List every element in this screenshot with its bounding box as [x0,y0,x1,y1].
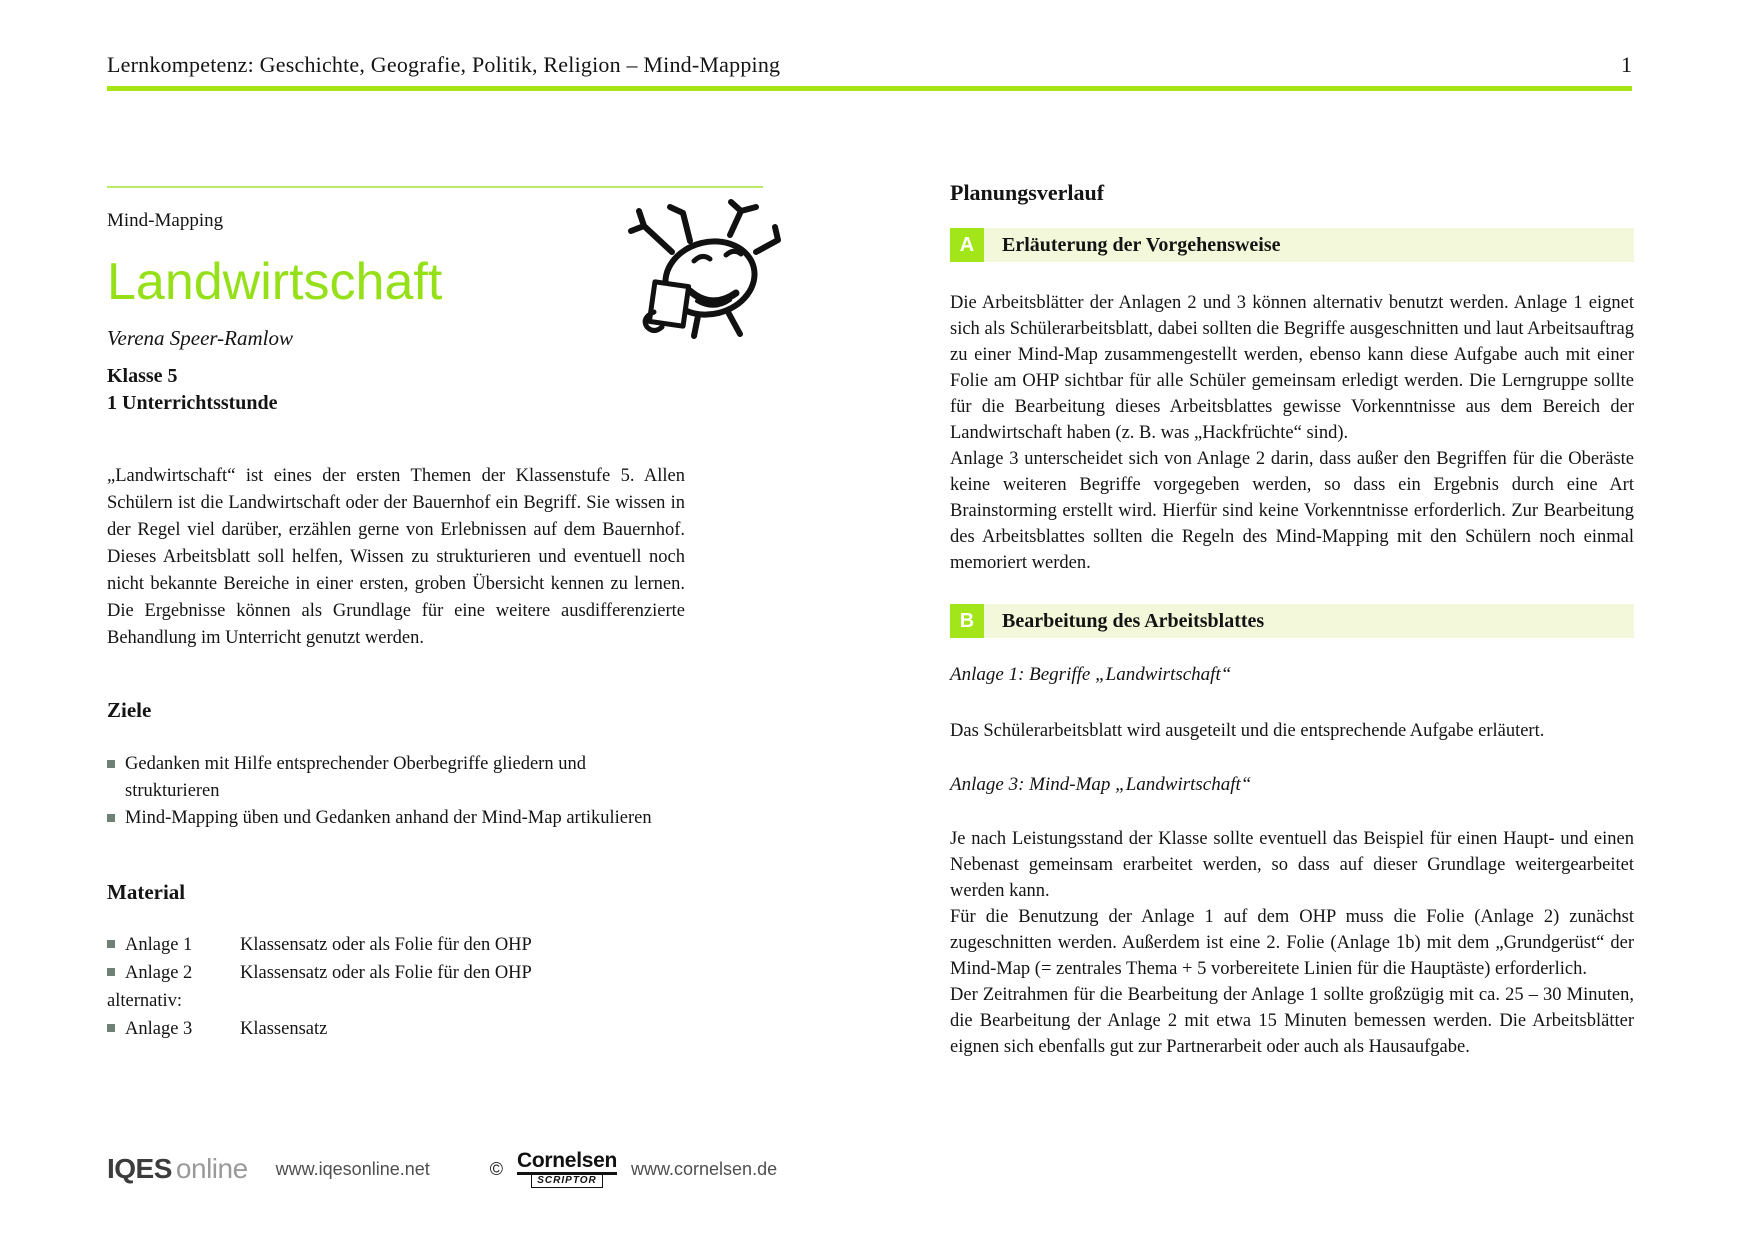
material-label: Anlage 2 [125,963,193,983]
material-desc: Klassensatz oder als Folie für den OHP [240,935,532,955]
section-title-a: Erläuterung der Vorgehensweise [984,228,1634,262]
iqes-logo [107,1153,248,1185]
section-banner-a [950,228,1634,262]
material-row [107,1015,685,1043]
material-label: Anlage 3 [125,1019,193,1039]
material-list [107,931,685,1043]
grade-level: Klasse 5 [107,365,178,387]
author-name: Verena Speer-Ramlow [107,326,294,350]
section-banner-b [950,604,1634,638]
material-desc: Klassensatz oder als Folie für den OHP [240,963,532,983]
running-header: Lernkompetenz: Geschichte, Geografie, Politik, Religion – Mind-Mapping [107,52,781,77]
subsection-heading: Anlage 3: Mind-Map „Landwirtschaft“ [950,774,1252,795]
square-bullet-icon [107,959,125,987]
lesson-duration: 1 Unterrichtsstunde [107,392,278,414]
copyright-symbol: © [489,1158,504,1179]
list-item [107,751,685,805]
document-title: Landwirtschaft [107,253,443,311]
material-desc: Klassensatz [240,1019,328,1039]
material-heading: Material [107,880,186,904]
square-bullet-icon [107,1015,125,1043]
paragraph: Die Arbeitsblätter der Anlagen 2 und 3 können alternativ benutzt werden. Anlage 1 eignet sich als Schülerarbeitsblatt, dabei sollten die Begriffe ausgeschnitten und laut Arbeitsauftrag zu einer Mind-Map zusammengestellt werden, ebenso kann diese Aufgabe auch mit einer Folie am OHP sichtbar für alle Schüler gemeinsam erledigt werden. Die Lerngruppe sollte für die Bearbeitung dieses Arbeitsblattes gewisse Vorkenntnisse aus dem Bereich der Landwirtschaft haben (z. B. was „Hackfrüchte“ sind). [950,293,1634,443]
intro-paragraph: „Landwirtschaft“ ist eines der ersten Themen der Klassenstufe 5. Allen Schülern ist die Landwirtschaft oder der Bauernhof ein Begriff. Sie wissen in der Regel viel darüber, erzählen gerne von Erlebnissen auf dem Bauernhof. Dieses Arbeitsblatt soll helfen, Wissen zu strukturieren und eventuell noch nicht bekannte Bereiche in einer ersten, groben Übersicht kennen zu lernen. Die Ergebnisse können als Grundlage für eine weitere ausdifferenzierte Behandlung im Unterricht genutzt werden. [107,466,685,648]
goals-list [107,751,685,832]
square-bullet-icon [107,805,125,832]
paragraph: Anlage 3 unterscheidet sich von Anlage 2 darin, dass außer den Begriffen für die Oberäste keine weiteren Begriffe vorgegeben werden, so dass ein Ergebnis durch eine Art Brainstorming erstellt wird. Hierfür sind keine Vorkenntnisse erforderlich. Zur Bearbeitung des Arbeitsblattes sollten die Regeln des Mind-Mapping mit den Schülern noch einmal memoriert werden. [950,449,1634,573]
cornelsen-scriptor-text: SCRIPTOR [531,1175,603,1188]
material-label: alternativ: [107,991,182,1011]
page-footer [107,1150,777,1188]
list-item [107,805,685,832]
plan-heading: Planungsverlauf [950,180,1105,205]
goals-heading: Ziele [107,698,152,722]
cornelsen-url: www.cornelsen.de [631,1158,778,1179]
paragraph: Für die Benutzung der Anlage 1 auf dem OHP muss die Folie (Anlage 2) zunächst zugeschnitten werden. Außerdem ist eine 2. Folie (Anlage 1b) mit dem „Grundgerüst“ der Mind-Map (= zentrales Thema + 5 vorbereitete Linien für die Hauptäste) erforderlich. [950,907,1634,979]
paragraph: Das Schülerarbeitsblatt wird ausgeteilt und die entsprechende Aufgabe erläutert. [950,721,1545,741]
material-row [107,931,685,959]
material-row [107,959,685,987]
iqes-url: www.iqesonline.net [275,1158,430,1179]
section-title-b: Bearbeitung des Arbeitsblattes [984,604,1634,638]
material-row [107,987,685,1015]
lesson-meta [107,363,763,417]
iqes-logo-text: IQES [107,1153,172,1184]
square-bullet-icon [107,931,125,959]
mindmap-face-doodle-illustration [608,198,788,340]
series-kicker: Mind-Mapping [107,210,224,231]
cornelsen-logo-text: Cornelsen [517,1150,617,1175]
section-badge-b: B [950,604,984,638]
goal-text: Gedanken mit Hilfe entsprechender Oberbegriffe gliedern und strukturieren [125,754,586,801]
page-number: 1 [1621,52,1632,77]
iqes-logo-suffix: online [175,1153,248,1184]
subsection-heading: Anlage 1: Begriffe „Landwirtschaft“ [950,664,1232,685]
section-badge-a: A [950,228,984,262]
square-bullet-icon [107,751,125,805]
material-label: Anlage 1 [125,935,193,955]
right-column [950,180,1634,1060]
header-rule [107,86,1632,91]
column-rule [107,186,763,188]
cornelsen-logo [517,1150,617,1188]
paragraph: Der Zeitrahmen für die Bearbeitung der Anlage 1 sollte großzügig mit ca. 25 – 30 Minuten, die Bearbeitung der Anlage 2 mit etwa 15 Minuten bemessen werden. Die Arbeitsblätter eignen sich ebenfalls gut zur Partnerarbeit oder auch als Hausaufgabe. [950,985,1634,1057]
paragraph: Je nach Leistungsstand der Klasse sollte eventuell das Beispiel für einen Haupt- und einen Nebenast gemeinsam erarbeitet werden, so dass auf dieser Grundlage weitergearbeitet werden kann. [950,829,1634,901]
goal-text: Mind-Mapping üben und Gedanken anhand der Mind-Map artikulieren [125,808,652,828]
